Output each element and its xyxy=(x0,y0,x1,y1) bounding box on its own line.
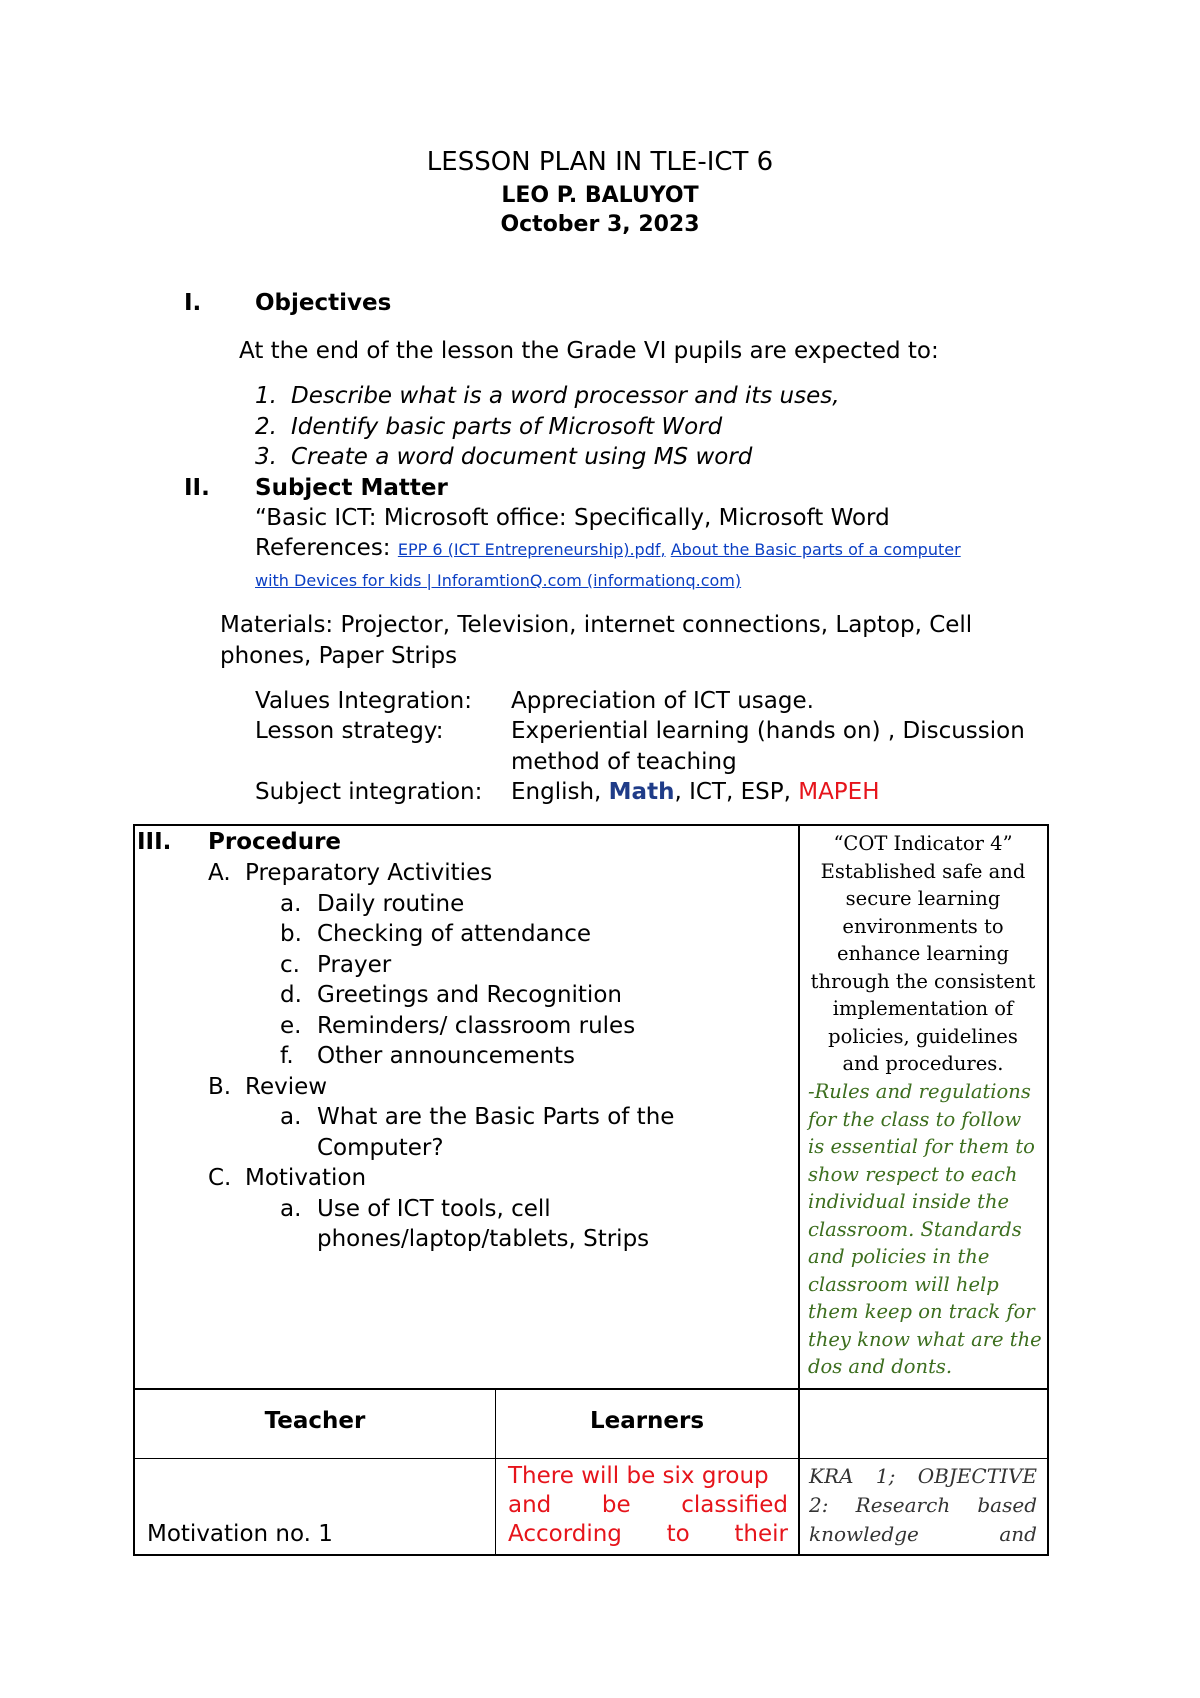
strategy-value-cont: method of teaching xyxy=(511,749,737,775)
kra-line: KRA 1; OBJECTIVE xyxy=(809,1464,1037,1488)
cot-note-line: classroom. Standards xyxy=(808,1217,1022,1241)
procedure-section-title: Motivation xyxy=(245,1165,367,1191)
list-item-cont: Computer? xyxy=(317,1135,444,1161)
cot-line: implementation of xyxy=(832,997,1014,1020)
cot-note-line: them keep on track for xyxy=(808,1300,1035,1323)
learners-cell xyxy=(508,1462,788,1549)
references-line xyxy=(255,535,961,561)
table-header-teacher: Teacher xyxy=(264,1408,366,1434)
integration-value xyxy=(511,779,880,805)
list-item: Other announcements xyxy=(317,1043,576,1069)
integration-mapeh: MAPEH xyxy=(798,779,880,805)
lesson-date: October 3, 2023 xyxy=(500,212,700,237)
teacher-cell: Motivation no. 1 xyxy=(147,1521,333,1547)
justified-line xyxy=(317,1104,788,1130)
procedure-section-letter: B. xyxy=(208,1074,232,1100)
learners-line xyxy=(508,1462,788,1491)
section-heading-procedure: Procedure xyxy=(208,829,342,855)
procedure-section-letter: A. xyxy=(208,860,231,886)
list-item xyxy=(317,1104,788,1130)
cot-note-line: and policies in the xyxy=(808,1245,990,1268)
list-item: Daily routine xyxy=(317,891,465,917)
list-item: Prayer xyxy=(317,952,392,978)
procedure-section-title: Review xyxy=(245,1074,328,1100)
integration-mid: , ICT, ESP, xyxy=(674,779,799,805)
list-item-text: What are the Basic Parts of the xyxy=(317,1104,675,1130)
cot-line: through the consistent xyxy=(810,969,1036,993)
learners-line: According to their xyxy=(508,1521,788,1547)
cot-line: and procedures. xyxy=(842,1052,1004,1075)
teacher-name: LEO P. BALUYOT xyxy=(501,183,699,208)
section-number: II. xyxy=(184,475,210,501)
list-item: Greetings and Recognition xyxy=(317,982,622,1008)
cot-note xyxy=(808,1078,1046,1381)
values-value: Appreciation of ICT usage. xyxy=(511,688,814,714)
references-label: References: xyxy=(255,535,398,561)
table-row-divider xyxy=(133,1458,1049,1459)
objective-item: Create a word document using MS word xyxy=(291,444,753,470)
materials-line: Materials: Projector, Television, internet connections, Laptop, Cell xyxy=(220,612,973,638)
list-item-letter: a. xyxy=(280,1196,302,1222)
table-row-divider xyxy=(133,1388,1049,1390)
table-border-right xyxy=(1047,824,1049,1556)
list-item: Use of ICT tools, cell xyxy=(317,1196,551,1222)
cot-line: policies, guidelines xyxy=(828,1024,1018,1048)
list-item-letter: e. xyxy=(280,1013,302,1039)
learners-line: and be classified xyxy=(508,1492,788,1518)
section-number: III. xyxy=(137,829,172,855)
kra-cell xyxy=(809,1462,1037,1549)
cot-note-line: they know what are the xyxy=(808,1327,1042,1351)
page-title: LESSON PLAN IN TLE-ICT 6 xyxy=(426,147,774,177)
objectives-intro: At the end of the lesson the Grade VI pupils are expected to: xyxy=(239,338,939,364)
list-item-letter: a. xyxy=(280,1104,302,1130)
reference-link-informationq-cont[interactable]: with Devices for kids | InforamtionQ.com (informationq.com) xyxy=(255,571,742,590)
procedure-section-letter: C. xyxy=(208,1165,232,1191)
strategy-value: Experiential learning (hands on) , Discussion xyxy=(511,718,1025,744)
cot-note-line: is essential for them to xyxy=(808,1135,1035,1158)
objective-number: 3. xyxy=(255,444,277,470)
cot-note-line: for the class to follow xyxy=(808,1107,1022,1131)
cot-note-line: individual inside the xyxy=(808,1190,1010,1213)
table-column-divider xyxy=(798,824,800,1556)
strategy-label: Lesson strategy: xyxy=(255,718,444,744)
cot-line: Established safe and xyxy=(820,859,1026,883)
reference-link-informationq[interactable]: About the Basic parts of a computer xyxy=(670,540,961,559)
objective-item: Identify basic parts of Microsoft Word xyxy=(291,414,723,440)
cot-line: environments to xyxy=(842,914,1004,938)
learners-text: There will be six group xyxy=(508,1463,769,1489)
list-item-letter: b. xyxy=(280,921,302,947)
cot-note-line: -Rules and regulations xyxy=(808,1080,1031,1103)
cot-line: secure learning xyxy=(845,887,1001,910)
table-border-top xyxy=(133,824,1049,826)
table-border-bottom xyxy=(133,1554,1049,1556)
list-item-letter: d. xyxy=(280,982,302,1008)
list-item-cont: phones/laptop/tablets, Strips xyxy=(317,1226,650,1252)
cot-note-line: show respect to each xyxy=(808,1162,1018,1186)
objective-number: 2. xyxy=(255,414,277,440)
list-item: Reminders/ classroom rules xyxy=(317,1013,636,1039)
objective-item: Describe what is a word processor and its uses, xyxy=(291,383,840,409)
cot-line: enhance learning xyxy=(836,942,1010,965)
integration-english: English, xyxy=(511,779,609,805)
integration-math: Math xyxy=(608,779,675,805)
list-item-letter: a. xyxy=(280,891,302,917)
section-number: I. xyxy=(184,290,202,316)
kra-line: knowledge and xyxy=(809,1522,1037,1546)
reference-link-epp6[interactable]: EPP 6 (ICT Entrepreneurship).pdf xyxy=(397,540,661,559)
list-item-letter: f. xyxy=(280,1043,294,1069)
table-border-left xyxy=(133,824,135,1556)
section-heading-subject-matter: Subject Matter xyxy=(255,475,448,501)
materials-line: phones, Paper Strips xyxy=(220,643,458,669)
list-item: Checking of attendance xyxy=(317,921,592,947)
procedure-section-title: Preparatory Activities xyxy=(245,860,493,886)
cot-note-line: dos and donts. xyxy=(808,1355,953,1378)
cot-note-line: classroom will help xyxy=(808,1272,999,1296)
cot-line: “COT Indicator 4” xyxy=(833,832,1013,855)
integration-label: Subject integration: xyxy=(255,779,483,805)
cot-indicator-text xyxy=(803,830,1043,1078)
values-label: Values Integration: xyxy=(255,688,472,714)
objective-number: 1. xyxy=(255,383,277,409)
table-header-learners: Learners xyxy=(589,1408,705,1434)
list-item-letter: c. xyxy=(280,952,300,978)
kra-line: 2: Research based xyxy=(809,1493,1037,1517)
section-heading-objectives: Objectives xyxy=(255,290,392,316)
reference-comma: , xyxy=(660,540,666,559)
subject-topic: “Basic ICT: Microsoft office: Specifically, Microsoft Word xyxy=(255,505,890,531)
